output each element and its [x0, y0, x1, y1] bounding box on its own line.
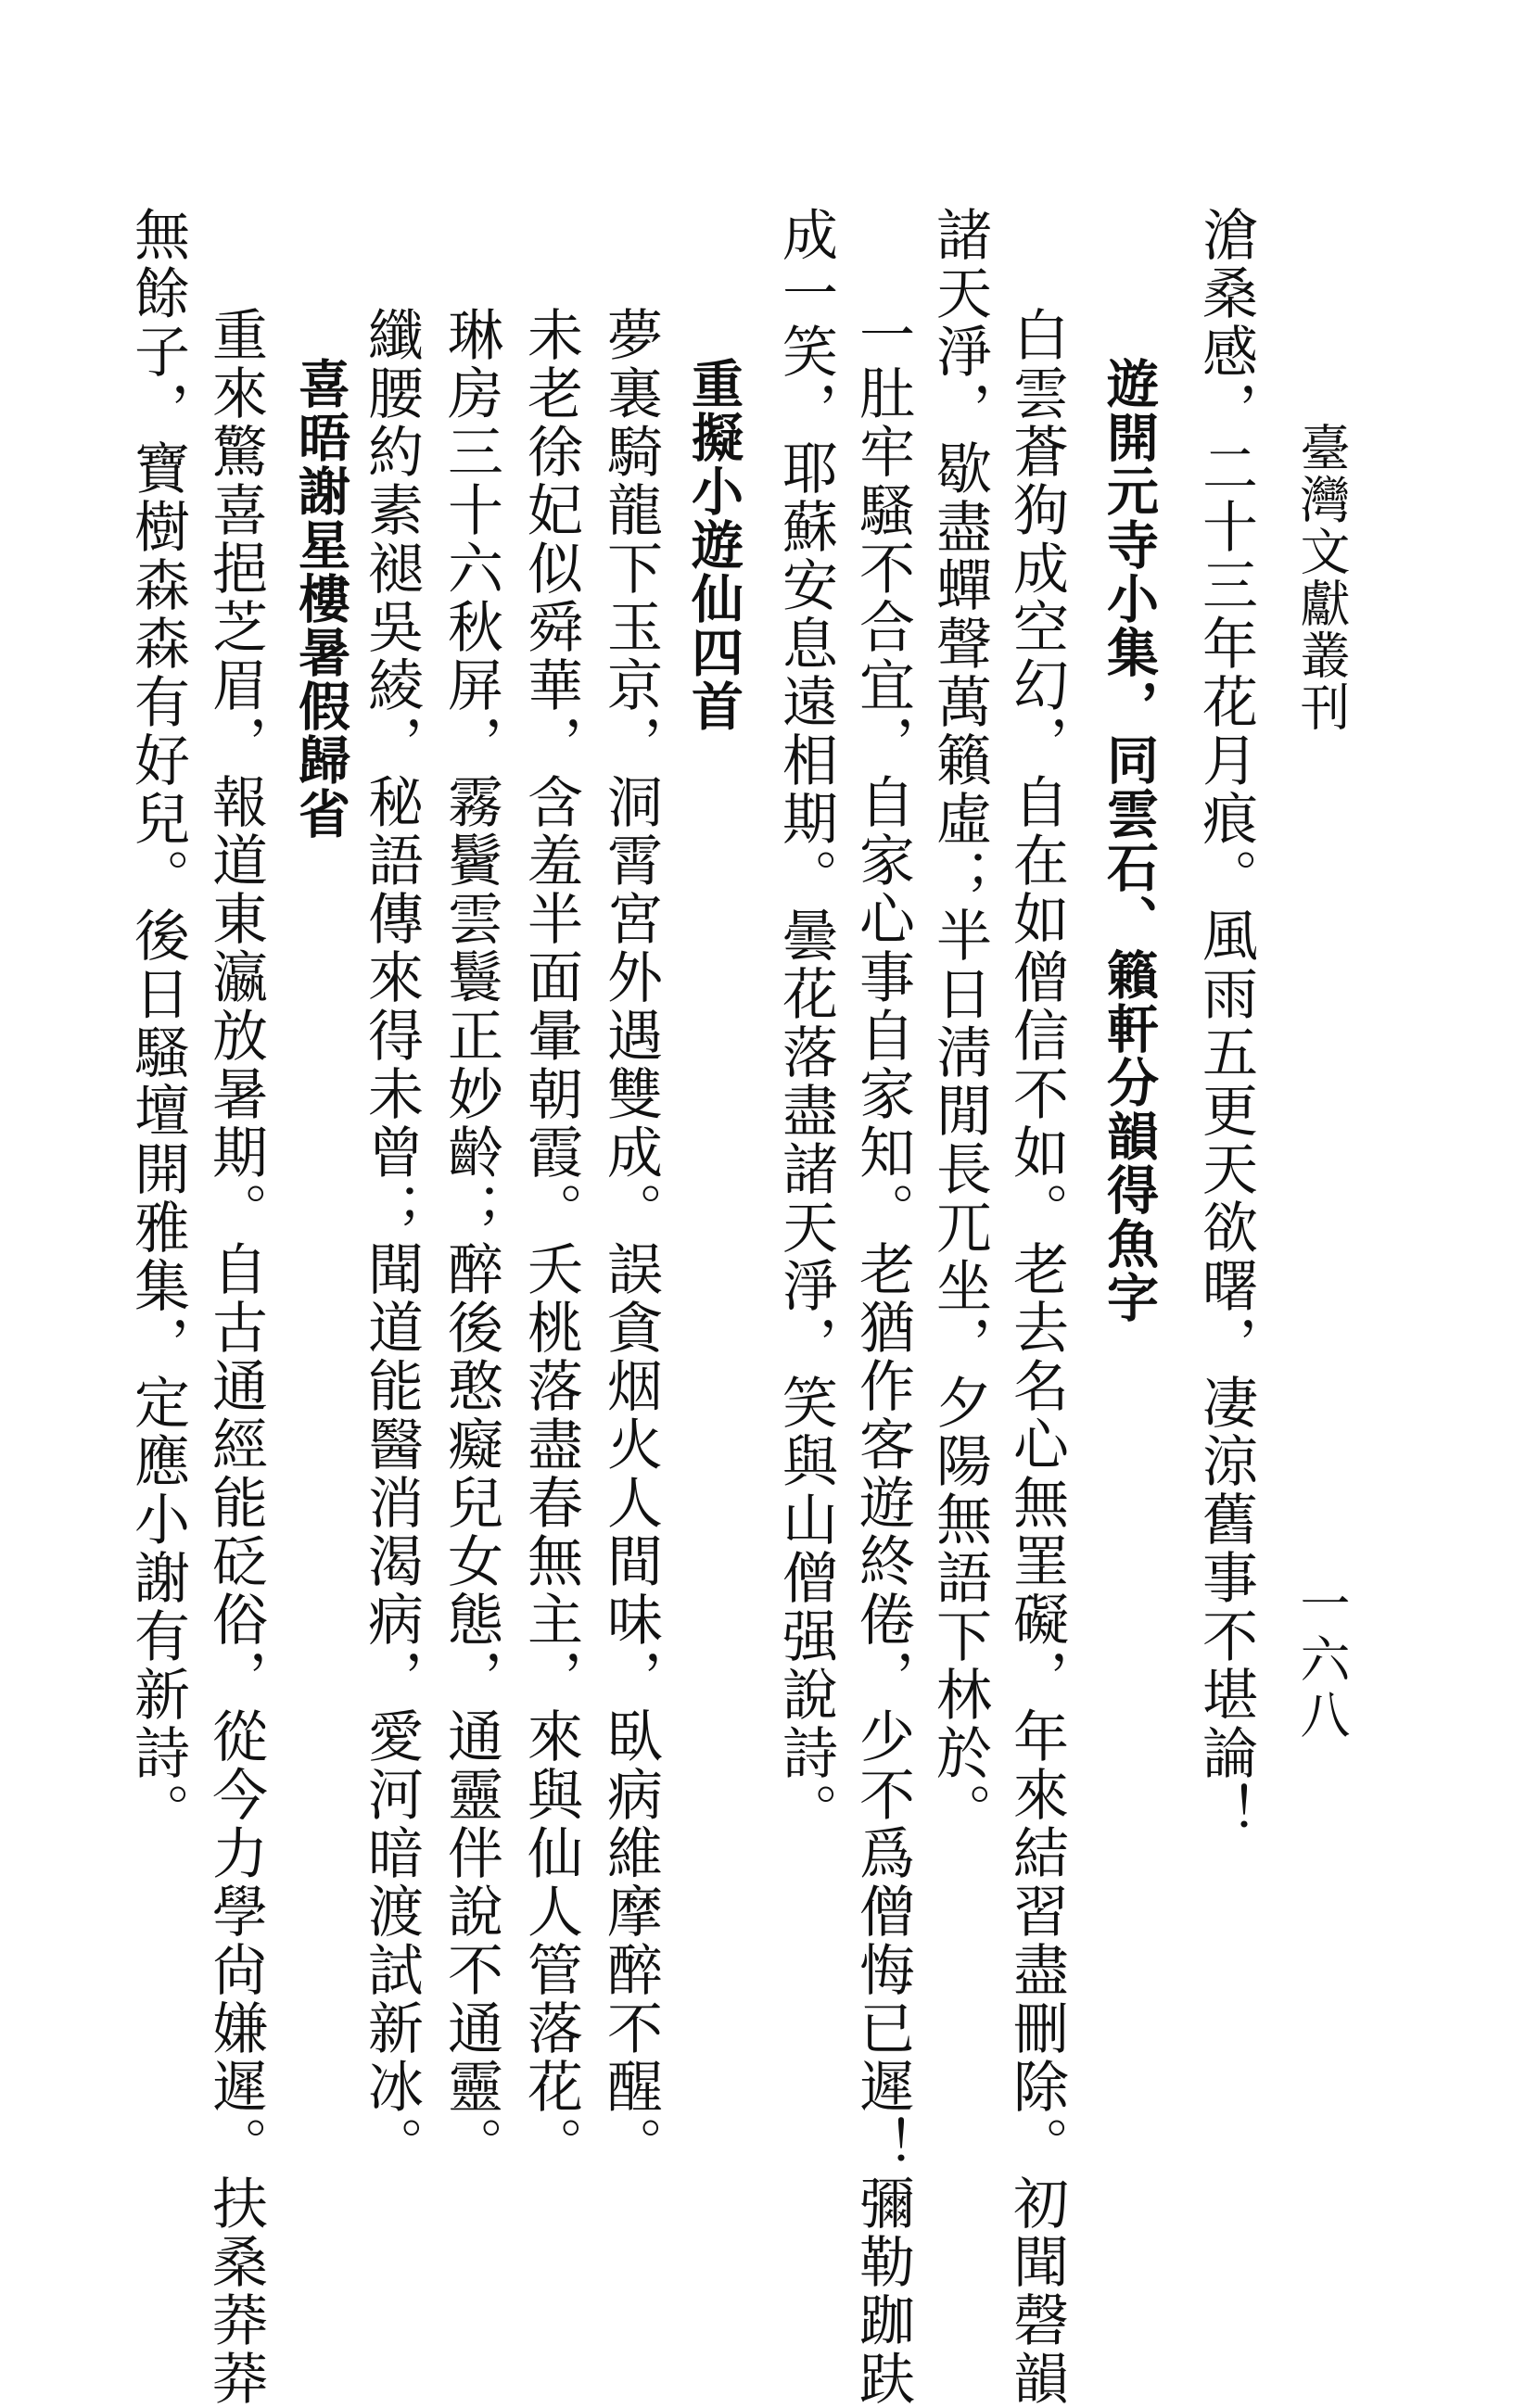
- poem-line: 重來驚喜挹芝眉，報道東瀛放暑期。自古通經能砭俗，從今力學尙嫌遲。扶桑莽莽: [203, 306, 268, 2408]
- poem-line: 琳房三十六秋屏，霧鬢雲鬟正妙齡；醉後憨癡兒女態，通靈伴說不通靈。: [439, 306, 503, 2174]
- poem-line: 成一笑，耶蘇安息遠相期。曇花落盡諸天淨，笑與山僧强說詩。: [773, 206, 838, 1841]
- poem-line: 夢裏騎龍下玉京，洞霄宮外遇雙成。誤貪烟火人間味，臥病維摩醉不醒。: [598, 306, 663, 2174]
- poem-line: 諸天淨，歇盡蟬聲萬籟虛；半日淸閒長兀坐，夕陽無語下林於。: [927, 206, 992, 1841]
- poem-line: 纖腰約素褪吳綾，秘語傳來得未曾；聞道能醫消渴病，愛河暗渡試新冰。: [359, 306, 424, 2174]
- poem-line: 一肚牢騷不合宜，自家心事自家知。老猶作客遊終倦，少不爲僧悔已遲！彌勒跏趺: [850, 306, 915, 2408]
- poem-line: 白雲蒼狗成空幻，自在如僧信不如。老去名心無罣礙，年來結習盡刪除。初聞磬韻: [1004, 306, 1069, 2408]
- page-number: 一六八: [1292, 1578, 1351, 1744]
- poem-heading: 遊開元寺小集，同雲石、籟軒分韻得魚字: [1099, 357, 1160, 1324]
- poem-line: 滄桑感，二十三年花月痕。風雨五更天欲曙，凄涼舊事不堪論！: [1193, 206, 1258, 1841]
- poem-heading: 重擬小遊仙四首: [683, 357, 744, 733]
- running-header-title: 臺灣文獻叢刊: [1292, 422, 1351, 733]
- poem-line: 無餘子，寶樹森森有好兒。後日騷壇開雅集，定應小謝有新詩。: [125, 206, 190, 1841]
- poem-heading: 喜晤謝星樓暑假歸省: [290, 357, 351, 841]
- poem-line: 未老徐妃似舜華，含羞半面暈朝霞。夭桃落盡春無主，來與仙人管落花。: [518, 306, 583, 2174]
